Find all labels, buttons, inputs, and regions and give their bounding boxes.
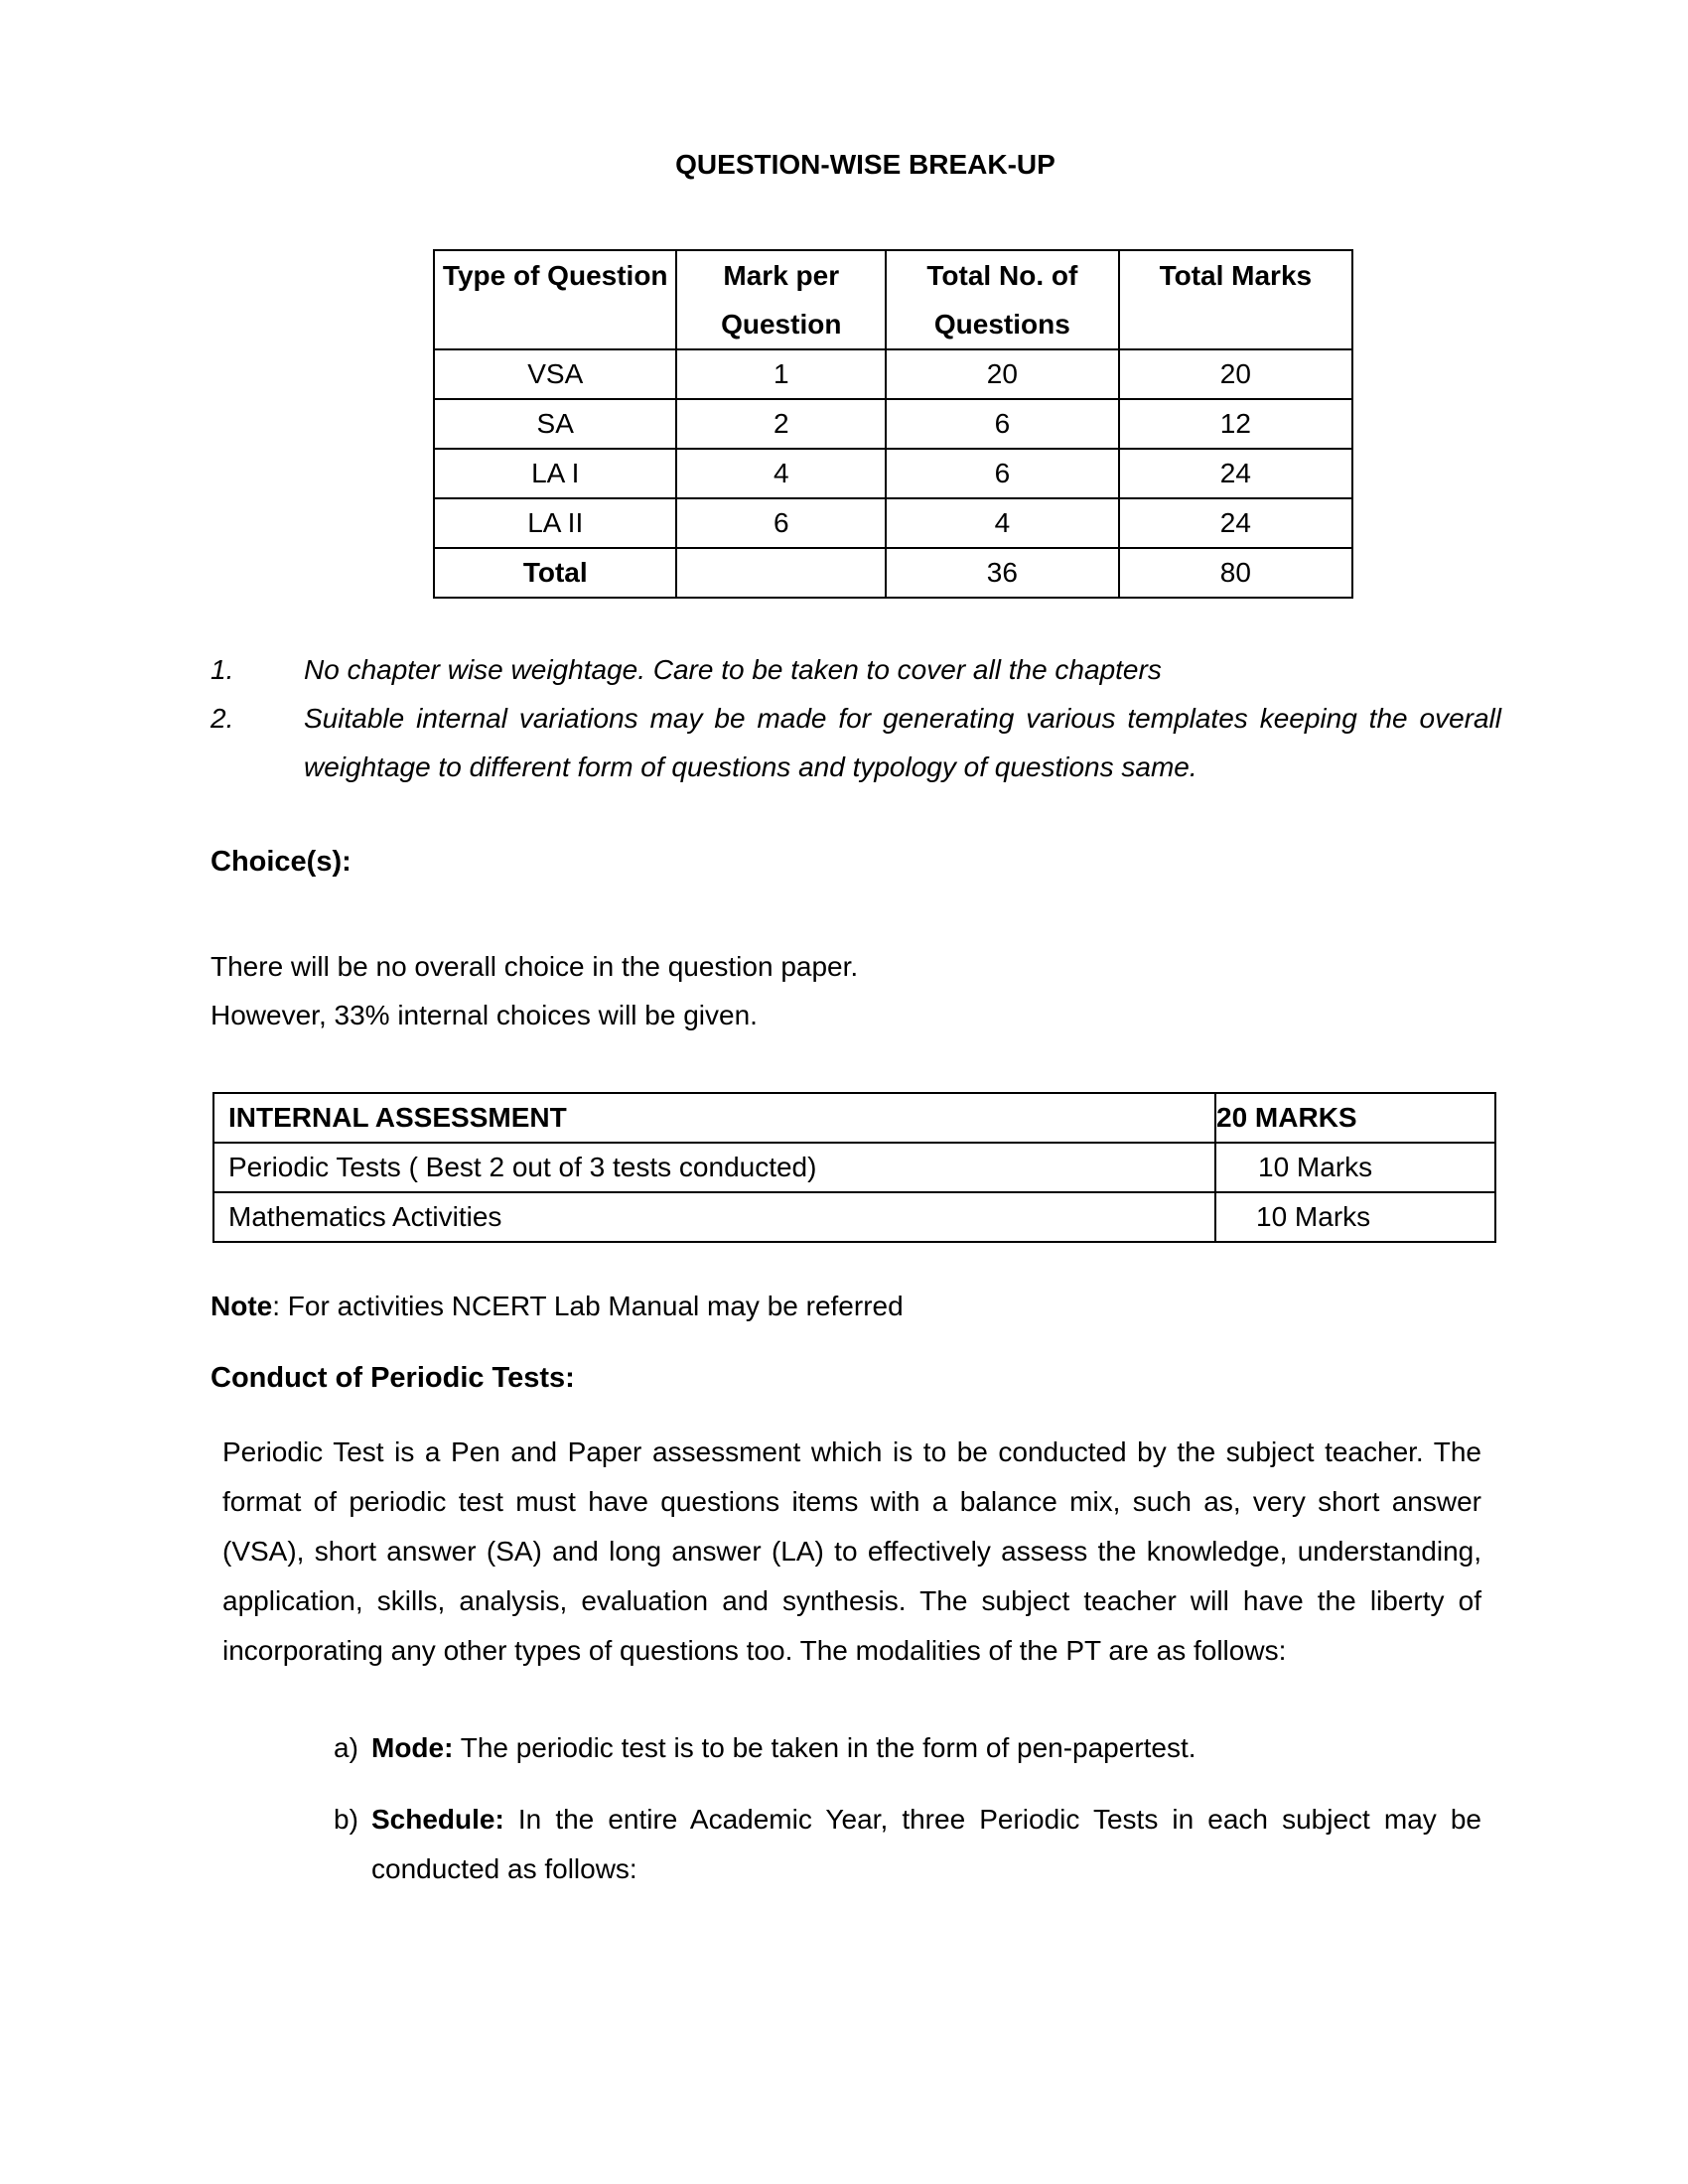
list-letter: a) [334,1732,358,1763]
table-cell: 4 [676,449,886,498]
page-title: QUESTION-WISE BREAK-UP [675,149,1055,180]
list-item [211,645,1501,694]
table-cell: 24 [1119,449,1352,498]
table-cell: 20 [1119,349,1352,399]
table-cell: Mathematics Activities [213,1192,1215,1242]
table-cell: 36 [886,548,1119,598]
table-cell: 24 [1119,498,1352,548]
note-label: Note [211,1291,273,1321]
table-header-row [434,250,1352,349]
table-cell: 12 [1119,399,1352,449]
table-cell: 6 [676,498,886,548]
item-text: In the entire Academic Year, three Periodic Tests in each subject may be conducted as follows: [371,1804,1481,1884]
list-text [371,1795,1481,1894]
header-cell: Total No. of Questions [886,250,1119,349]
choice-heading: Choice(s): [211,846,352,878]
list-item [334,1723,1481,1773]
list-item [211,694,1501,791]
table-cell: 6 [886,399,1119,449]
table-header-row [213,1093,1495,1143]
table-row [434,498,1352,548]
item-label: Mode: [371,1732,454,1763]
header-cell: Total Marks [1119,250,1352,349]
table-row [434,399,1352,449]
table-cell: 4 [886,498,1119,548]
table-cell [1215,1192,1495,1242]
marks-text: 20 MARKS [1216,1102,1357,1133]
table-row [213,1192,1495,1242]
table-cell: 6 [886,449,1119,498]
header-cell: Mark per Question [676,250,886,349]
item-text: The periodic test is to be taken in the form of pen-papertest. [453,1732,1196,1763]
list-number: 2. [211,703,234,734]
table-cell [676,548,886,598]
notes-list [211,645,1501,791]
body-paragraph: Periodic Test is a Pen and Paper assessment which is to be conducted by the subject teacher. The format of periodic test must have questions items with a balance mix, such as, very short answer (VSA), short answer (SA) and long answer (LA) to effectively assess the knowledge, understanding, application, skills, analysis, evaluation and synthesis. The subject teacher will have the liberty of incorporating any other types of questions too. The modalities of the PT are as follows: [222,1436,1481,1666]
marks-text: 10 Marks [1256,1201,1371,1232]
list-text: Suitable internal variations may be made for generating various templates keeping the overall weightage to different form of questions and typology of questions same. [304,703,1501,782]
table-cell: VSA [434,349,676,399]
table-cell: Total [434,548,676,598]
choice-line: However, 33% internal choices will be given. [211,1000,758,1030]
table-cell: LA II [434,498,676,548]
list-number: 1. [211,654,234,685]
note-line [211,1291,904,1322]
choice-line: There will be no overall choice in the question paper. [211,951,859,982]
table-cell [1215,1143,1495,1192]
list-letter: b) [334,1804,358,1835]
list-text [371,1723,1481,1773]
question-breakup-table [433,249,1353,599]
list-text: No chapter wise weightage. Care to be taken to cover all the chapters [304,654,1162,685]
section-heading: Conduct of Periodic Tests: [211,1362,575,1394]
table-row [434,449,1352,498]
table-cell: SA [434,399,676,449]
table-cell: 80 [1119,548,1352,598]
table-cell: INTERNAL ASSESSMENT [213,1093,1215,1143]
marks-text: 10 Marks [1258,1152,1373,1182]
table-cell: 20 [886,349,1119,399]
list-item [334,1795,1481,1894]
table-cell: LA I [434,449,676,498]
table-cell: 1 [676,349,886,399]
table-row [434,349,1352,399]
table-total-row [434,548,1352,598]
table-cell: Periodic Tests ( Best 2 out of 3 tests conducted) [213,1143,1215,1192]
table-cell [1215,1093,1495,1143]
choice-text [211,942,858,1039]
internal-assessment-table [212,1092,1496,1243]
note-text: : For activities NCERT Lab Manual may be referred [272,1291,904,1321]
modalities-list [334,1723,1481,1916]
table-row [213,1143,1495,1192]
item-label: Schedule: [371,1804,504,1835]
header-cell: Type of Question [434,250,676,349]
table-cell: 2 [676,399,886,449]
